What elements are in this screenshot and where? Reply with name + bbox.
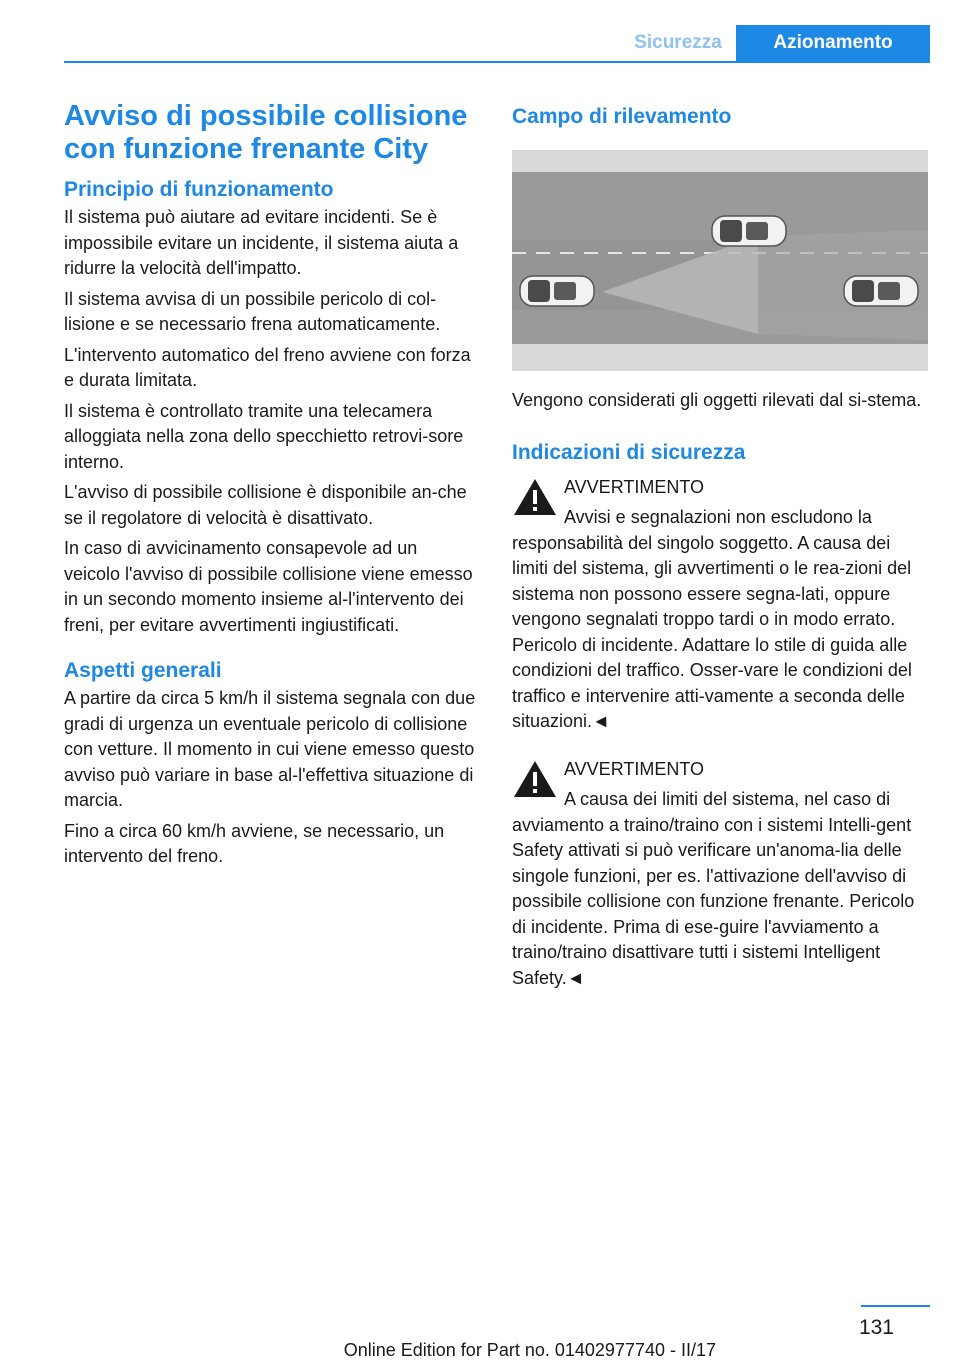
paragraph: A partire da circa 5 km/h il sistema segnala con due gradi di urgenza un eventuale pericolo di collisione con vetture. Il momento in cui viene emesso questo avviso può variare in base al‐l'effettiva situazione di marcia. — [64, 688, 476, 810]
warning-text: Avvisi e segnalazioni non escludono la responsabilità del singolo soggetto. A causa dei limiti del sistema, gli avvertimenti o le rea‐zioni del sistema non possono essere segna‐lati, oppure vengono segnalati troppo tardi o in modo errato. Pericolo di incidente. Adattare lo stile di guida alle condizioni del traffico. Osser‐vare le condizioni del traffico e intervenire atti‐vamente a seconda delle situazioni.◄ — [512, 507, 912, 731]
page-header — [0, 0, 960, 62]
right-column — [512, 100, 928, 991]
warning-triangle-icon — [512, 759, 558, 799]
section-heading-detection: Campo di rilevamento — [512, 105, 732, 128]
car-icon — [520, 276, 594, 306]
section-heading-safety: Indicazioni di sicurezza — [512, 440, 746, 464]
warning-triangle-icon — [512, 477, 558, 517]
detection-range-illustration — [512, 150, 928, 371]
footer-divider — [861, 1305, 930, 1307]
section-heading-principle: Principio di funzionamento — [64, 178, 334, 201]
car-icon — [844, 276, 918, 306]
tab-sicurezza[interactable]: Sicurezza — [634, 32, 722, 53]
header-divider — [64, 61, 930, 63]
warning-text: A causa dei limiti del sistema, nel caso di avviamento a traino/traino con i sistemi Intelli‐gent Safety attivati si può verificare un'anoma‐lia delle singole funzioni, per es. l'attivazione dell'avviso di possibile collisione con funzione frenante. Pericolo di incidente. Prima di ese‐guire l'avviamento a traino/traino disattivare tutti i sistemi Intelligent Safety.◄ — [512, 789, 915, 988]
warning-block — [512, 757, 928, 992]
paragraph: L'avviso di possibile collisione è disponibile an‐che se il regolatore di velocità è disattivato. — [64, 482, 467, 528]
page-title: Avviso di possibile collisione con funzione frenante City — [64, 100, 468, 165]
car-icon — [712, 216, 786, 246]
paragraph: Il sistema può aiutare ad evitare incidenti. Se è impossibile evitare un incidente, il sistema aiuta a ridurre la velocità dell'impatto. — [64, 207, 459, 278]
paragraph: Il sistema avvisa di un possibile pericolo di col‐lisione e se necessario frena automaticamente. — [64, 288, 441, 334]
warning-title: AVVERTIMENTO — [564, 758, 705, 779]
tab-azionamento[interactable]: Azionamento — [736, 25, 930, 61]
warning-title: AVVERTIMENTO — [564, 476, 705, 497]
edition-footer: Online Edition for Part no. 01402977740 - II/17 — [343, 1340, 716, 1360]
warning-block — [512, 475, 928, 735]
section-heading-general: Aspetti generali — [64, 659, 222, 682]
paragraph: Il sistema è controllato tramite una telecamera alloggiata nella zona dello specchietto retrovi‐sore interno. — [64, 400, 464, 472]
paragraph: In caso di avvicinamento consapevole ad un veicolo l'avviso di possibile collisione viene emesso in un secondo momento insieme al‐l'intervento dei freni, per evitare avvertimenti ingiustificati. — [64, 538, 473, 635]
figure-caption: Vengono considerati gli oggetti rilevati dal si‐stema. — [512, 390, 922, 410]
paragraph: L'intervento automatico del freno avviene con forza e durata limitata. — [64, 344, 471, 390]
left-column — [64, 100, 478, 870]
page-number: 131 — [858, 1316, 894, 1339]
paragraph: Fino a circa 60 km/h avviene, se necessario, un intervento del freno. — [64, 820, 445, 866]
